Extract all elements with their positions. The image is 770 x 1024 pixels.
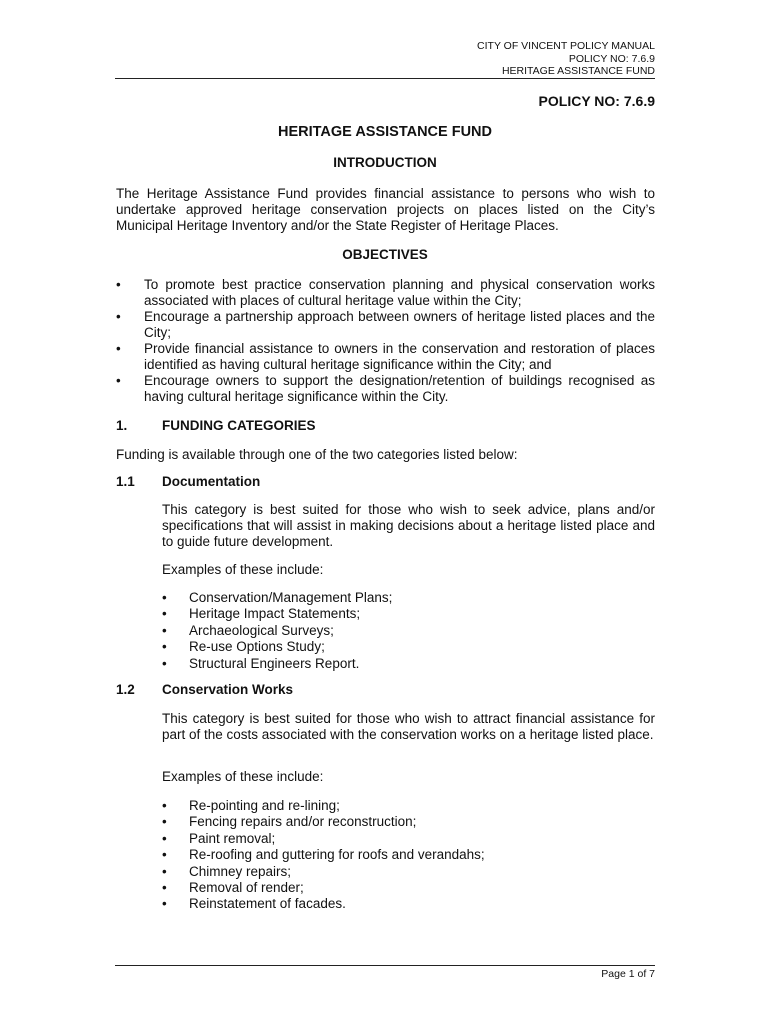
policy-number: POLICY NO: 7.6.9 [538, 93, 655, 109]
list-item: • Re-roofing and guttering for roofs and verandahs; [162, 847, 655, 863]
conservation-works-text: This category is best suited for those who wish to attract financial assistance for part of the costs associated with the conservation works on a heritage listed place. [162, 711, 655, 742]
conservation-examples-list [162, 798, 655, 913]
list-item: • Encourage a partnership approach between owners of heritage listed places and the City; [116, 309, 655, 341]
header-divider [115, 78, 655, 79]
documentation-examples-list [162, 590, 655, 672]
list-item: • Heritage Impact Statements; [162, 606, 655, 622]
funding-intro-text: Funding is available through one of the two categories listed below: [116, 447, 518, 462]
list-item: • Encourage owners to support the designation/retention of buildings recognised as having cultural heritage significance within the City. [116, 373, 655, 405]
documentation-examples-label: Examples of these include: [162, 562, 324, 577]
list-item: • Reinstatement of facades. [162, 896, 655, 912]
page-number: Page 1 of 7 [601, 968, 655, 980]
objectives-list [116, 277, 655, 405]
introduction-text: The Heritage Assistance Fund provides financial assistance to persons who wish to undertake approved heritage conservation projects on places listed on the City’s Municipal Heritage Inventory and/or the State Register of Heritage Places. [116, 186, 655, 233]
section-heading-documentation [116, 474, 260, 489]
section-number: 1.2 [116, 682, 135, 697]
footer-divider [115, 965, 655, 966]
list-item: • Structural Engineers Report. [162, 656, 655, 672]
section-heading-conservation-works [116, 682, 293, 697]
list-item: • Chimney repairs; [162, 864, 655, 880]
section-heading-funding-categories [116, 418, 316, 433]
header-manual-name: CITY OF VINCENT POLICY MANUAL [477, 40, 655, 52]
section-number: 1. [116, 418, 128, 433]
section-title: Conservation Works [162, 682, 294, 697]
documentation-text: This category is best suited for those who wish to seek advice, plans and/or specifications that will assist in making decisions about a heritage listed place and to guide future development. [162, 502, 655, 549]
objectives-heading: OBJECTIVES [342, 247, 428, 262]
list-item: • Removal of render; [162, 880, 655, 896]
list-item: • Archaeological Surveys; [162, 623, 655, 639]
list-item: • Paint removal; [162, 831, 655, 847]
running-header [477, 40, 655, 78]
section-number: 1.1 [116, 474, 135, 489]
list-item: • Provide financial assistance to owners in the conservation and restoration of places identified as having cultural heritage significance within the City; and [116, 341, 655, 373]
list-item: • To promote best practice conservation planning and physical conservation works associated with places of cultural heritage value within the City; [116, 277, 655, 309]
list-item: • Conservation/Management Plans; [162, 590, 655, 606]
section-title: Documentation [162, 474, 261, 489]
section-title: FUNDING CATEGORIES [162, 418, 316, 433]
conservation-examples-label: Examples of these include: [162, 769, 324, 784]
list-item: • Re-use Options Study; [162, 639, 655, 655]
introduction-heading: INTRODUCTION [333, 155, 437, 170]
header-policy-title: HERITAGE ASSISTANCE FUND [501, 65, 655, 77]
header-policy-number: POLICY NO: 7.6.9 [568, 52, 655, 65]
list-item: • Re-pointing and re-lining; [162, 798, 655, 814]
list-item: • Fencing repairs and/or reconstruction; [162, 814, 655, 830]
page-title: HERITAGE ASSISTANCE FUND [277, 124, 493, 140]
